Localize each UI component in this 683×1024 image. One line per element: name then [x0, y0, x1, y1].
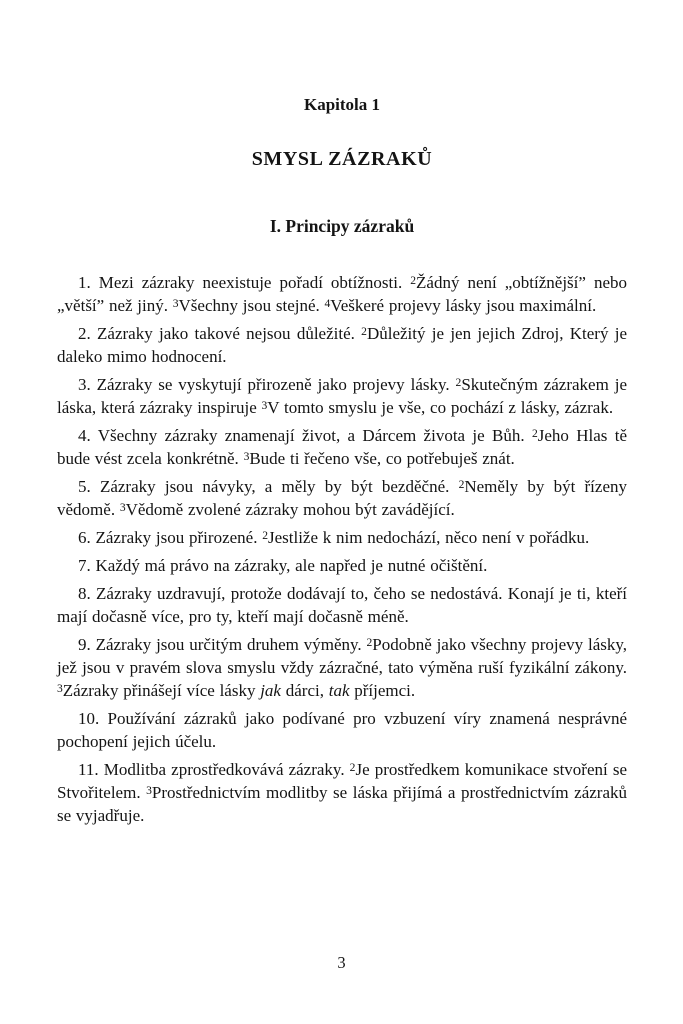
paragraph [57, 322, 627, 368]
page-number: 3 [337, 953, 346, 972]
body-text-run: Veškeré projevy lásky jsou maximální. [330, 296, 597, 315]
body-text-run: Bude ti řečeno vše, co potřebuješ znát. [249, 449, 515, 468]
body-text-run: 11. Modlitba zprostředkovává zázraky. [78, 760, 350, 779]
sentence-number: 3 [146, 783, 152, 797]
body-text-run: 9. Zázraky jsou určitým druhem výměny. [78, 635, 367, 654]
sentence-number: 2 [455, 375, 462, 389]
sentence-number: 3 [243, 449, 250, 463]
paragraph [57, 373, 627, 419]
paragraph [57, 633, 627, 702]
body-text-run: 4. Všechny zázraky znamenají život, a Dárcem života je Bůh. [78, 426, 532, 445]
sentence-number: 2 [262, 528, 268, 542]
emphasis-text: tak [328, 681, 350, 700]
sentence-number: 3 [261, 398, 268, 412]
page-body [57, 271, 627, 827]
body-text-run: 7. Každý má právo na zázraky, ale napřed je nutné očištění. [78, 556, 488, 575]
body-text-run: 8. Zázraky uzdravují, protože dodávají to, čeho se nedostává. Konají je ti, kteří mají dočasně více, pro ty, kteří mají dočasně méně. [57, 584, 627, 626]
body-text-run: Neměly by být řízeny vědomě. [57, 477, 627, 519]
body-text-run: Všechny jsou stejné. [178, 296, 325, 315]
sentence-number: 2 [366, 635, 373, 649]
paragraph [57, 424, 627, 470]
paragraph [57, 554, 627, 577]
body-text-run: Jestliže k nim nedochází, něco není v pořádku. [267, 528, 590, 547]
sentence-number: 2 [458, 477, 465, 491]
body-text-run: dárci, [280, 681, 329, 700]
body-text-run: 6. Zázraky jsou přirozené. [78, 528, 263, 547]
body-text-run: Jeho Hlas tě bude vést zcela konkrétně. [57, 426, 627, 468]
sentence-number: 2 [531, 426, 538, 440]
paragraph [57, 526, 627, 549]
body-text-run: příjemci. [349, 681, 416, 700]
sentence-number: 2 [361, 324, 367, 338]
body-text-run: 2. Zázraky jako takové nejsou důležité. [78, 324, 362, 343]
emphasis-text: jak [260, 681, 281, 700]
body-text-run: Žádný není „obtížnější” nebo „větší” než jiný. [57, 273, 627, 315]
chapter-label: Kapitola 1 [303, 95, 381, 114]
body-text-run: V tomto smyslu je vše, co pochází z lásky, zázrak. [267, 398, 614, 417]
paragraph [57, 271, 627, 317]
body-text-run: Prostřednictvím modlitby se láska přijímá a prostřednictvím zázraků se vyjadřuje. [57, 783, 627, 825]
paragraph [57, 758, 627, 827]
sentence-number: 4 [324, 296, 331, 310]
body-text-run: Vědomě zvolené zázraky mohou být zavádějící. [125, 500, 455, 519]
paragraph [57, 582, 627, 628]
paragraph [57, 475, 627, 521]
body-text-run: 1. Mezi zázraky neexistuje pořadí obtížnosti. [78, 273, 411, 292]
sentence-number: 2 [410, 273, 417, 287]
body-text-run: Zázraky přinášejí více lásky [62, 681, 261, 700]
sentence-number: 2 [349, 760, 356, 774]
chapter-title: SMYSL ZÁZRAKŮ [251, 148, 433, 170]
body-text-run: Je prostředkem komunikace stvoření se Stvořitelem. [57, 760, 627, 802]
body-text-run: 3. Zázraky se vyskytují přirozeně jako projevy lásky. [78, 375, 456, 394]
body-text-run: Skutečným zázrakem je láska, která zázraky inspiruje [57, 375, 627, 417]
sentence-number: 3 [119, 500, 126, 514]
body-text-run: Důležitý je jen jejich Zdroj, Který je daleko mimo hodnocení. [57, 324, 627, 366]
paragraph [57, 707, 627, 753]
body-text-run: 5. Zázraky jsou návyky, a měly by být bezděčné. [78, 477, 459, 496]
sentence-number: 3 [57, 681, 63, 695]
section-title: I. Principy zázraků [269, 216, 415, 236]
body-text-run: Podobně jako všechny projevy lásky, jež jsou v pravém slova smyslu vždy zázračné, tato výměna ruší fyzikální zákony. [57, 635, 627, 677]
sentence-number: 3 [172, 296, 179, 310]
page-header [57, 95, 627, 237]
body-text-run: 10. Používání zázraků jako podívané pro vzbuzení víry znamená nesprávné pochopení jejich účelu. [57, 709, 627, 751]
